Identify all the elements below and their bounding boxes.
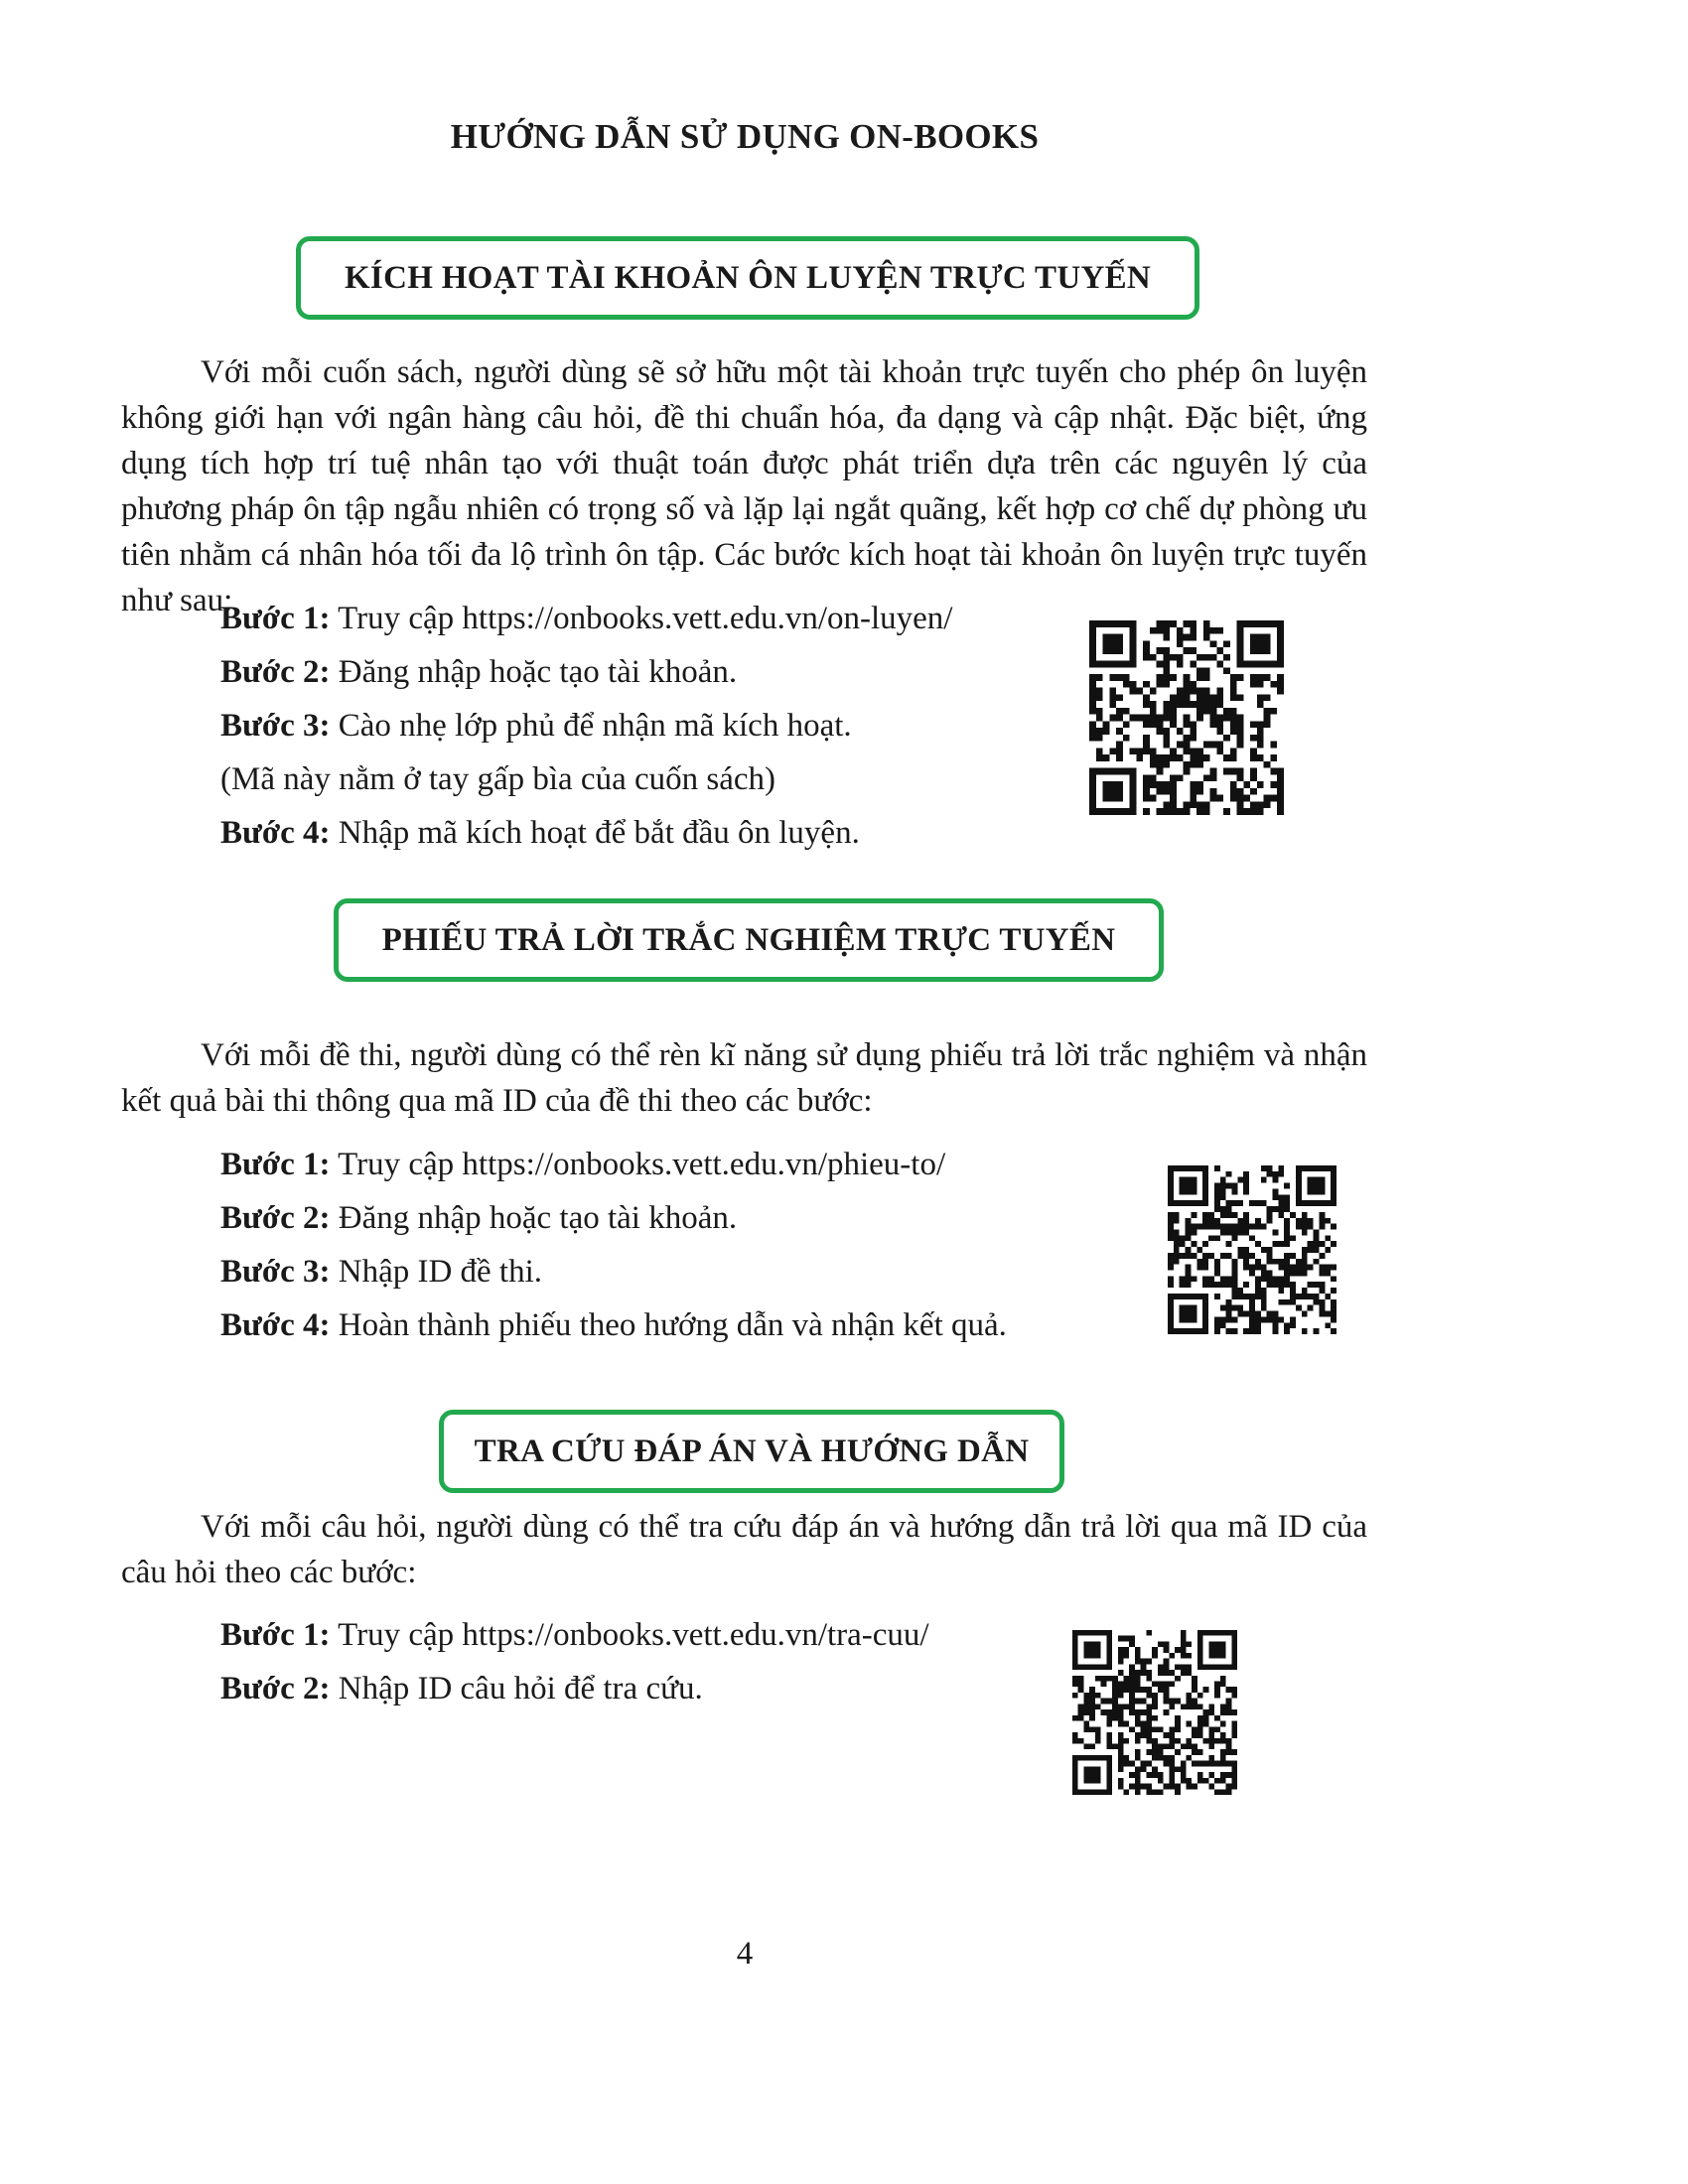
qr-code-icon[interactable] [1089,620,1284,815]
step-text: (Mã này nằm ở tay gấp bìa của cuốn sách) [220,761,775,797]
steps-list [220,1138,1007,1352]
section-heading-answer-sheet [334,898,1164,982]
step-label: Bước 2: [220,1671,331,1706]
section-heading-activate-account [296,236,1199,320]
step-text: Hoàn thành phiếu theo hướng dẫn và nhận kết quả. [330,1307,1007,1343]
step-label: Bước 2: [220,1200,331,1236]
list-item [220,699,952,752]
list-item [220,1662,929,1715]
section-paragraph: Với mỗi câu hỏi, người dùng có thể tra cứu đáp án và hướng dẫn trả lời qua mã ID của câu hỏi theo các bước: [121,1509,1367,1590]
steps-list [220,592,952,860]
section-heading-lookup-answers [439,1410,1064,1493]
list-item [220,645,952,699]
steps-list [220,1608,929,1715]
page-number: 4 [736,1936,754,1972]
qr-code-icon[interactable] [1168,1165,1336,1334]
step-text: Truy cập https://onbooks.vett.edu.vn/on-luyen/ [330,601,953,636]
step-label: Bước 3: [220,1254,331,1290]
step-label: Bước 3: [220,708,331,744]
list-item [220,752,952,806]
step-text: Nhập mã kích hoạt để bắt đầu ôn luyện. [330,815,860,851]
list-item [220,1191,1007,1245]
list-item [220,806,952,860]
list-item [220,592,952,645]
section-heading-text: KÍCH HOẠT TÀI KHOẢN ÔN LUYỆN TRỰC TUYẾN [344,259,1152,296]
step-text: Đăng nhập hoặc tạo tài khoản. [330,654,738,690]
step-text: Cào nhẹ lớp phủ để nhận mã kích hoạt. [330,708,852,744]
step-label: Bước 1: [220,1147,331,1182]
step-text: Truy cập https://onbooks.vett.edu.vn/tra-cuu/ [330,1617,929,1653]
list-item [220,1608,929,1662]
step-label: Bước 1: [220,601,331,636]
section-heading-text: PHIẾU TRẢ LỜI TRẮC NGHIỆM TRỰC TUYẾN [381,921,1116,958]
page-title: HƯỚNG DẪN SỬ DỤNG ON-BOOKS [450,117,1040,156]
qr-code-icon[interactable] [1072,1630,1237,1795]
section-paragraph: Với mỗi đề thi, người dùng có thể rèn kĩ năng sử dụng phiếu trả lời trắc nghiệm và nhận kết quả bài thi thông qua mã ID của đề thi theo các bước: [121,1037,1367,1119]
list-item [220,1138,1007,1191]
step-text: Nhập ID câu hỏi để tra cứu. [330,1671,703,1706]
section-paragraph: Với mỗi cuốn sách, người dùng sẽ sở hữu một tài khoản trực tuyến cho phép ôn luyện không giới hạn với ngân hàng câu hỏi, đề thi chuẩn hóa, đa dạng và cập nhật. Đặc biệt, ứng dụng tích hợp trí tuệ nhân tạo với thuật toán được phát triển dựa trên các nguyên lý của phương pháp ôn tập ngẫu nhiên có trọng số và lặp lại ngắt quãng, kết hợp cơ chế dự phòng ưu tiên nhằm cá nhân hóa tối đa lộ trình ôn tập. Các bước kích hoạt tài khoản ôn luyện trực tuyến như sau: [121,354,1367,618]
step-label: Bước 4: [220,1307,331,1343]
section-heading-text: TRA CỨU ĐÁP ÁN VÀ HƯỚNG DẪN [474,1433,1030,1469]
step-text: Nhập ID đề thi. [330,1254,543,1290]
step-label: Bước 1: [220,1617,331,1653]
step-text: Đăng nhập hoặc tạo tài khoản. [330,1200,738,1236]
step-label: Bước 2: [220,654,331,690]
step-label: Bước 4: [220,815,331,851]
list-item [220,1298,1007,1352]
list-item [220,1245,1007,1298]
step-text: Truy cập https://onbooks.vett.edu.vn/phieu-to/ [330,1147,946,1182]
